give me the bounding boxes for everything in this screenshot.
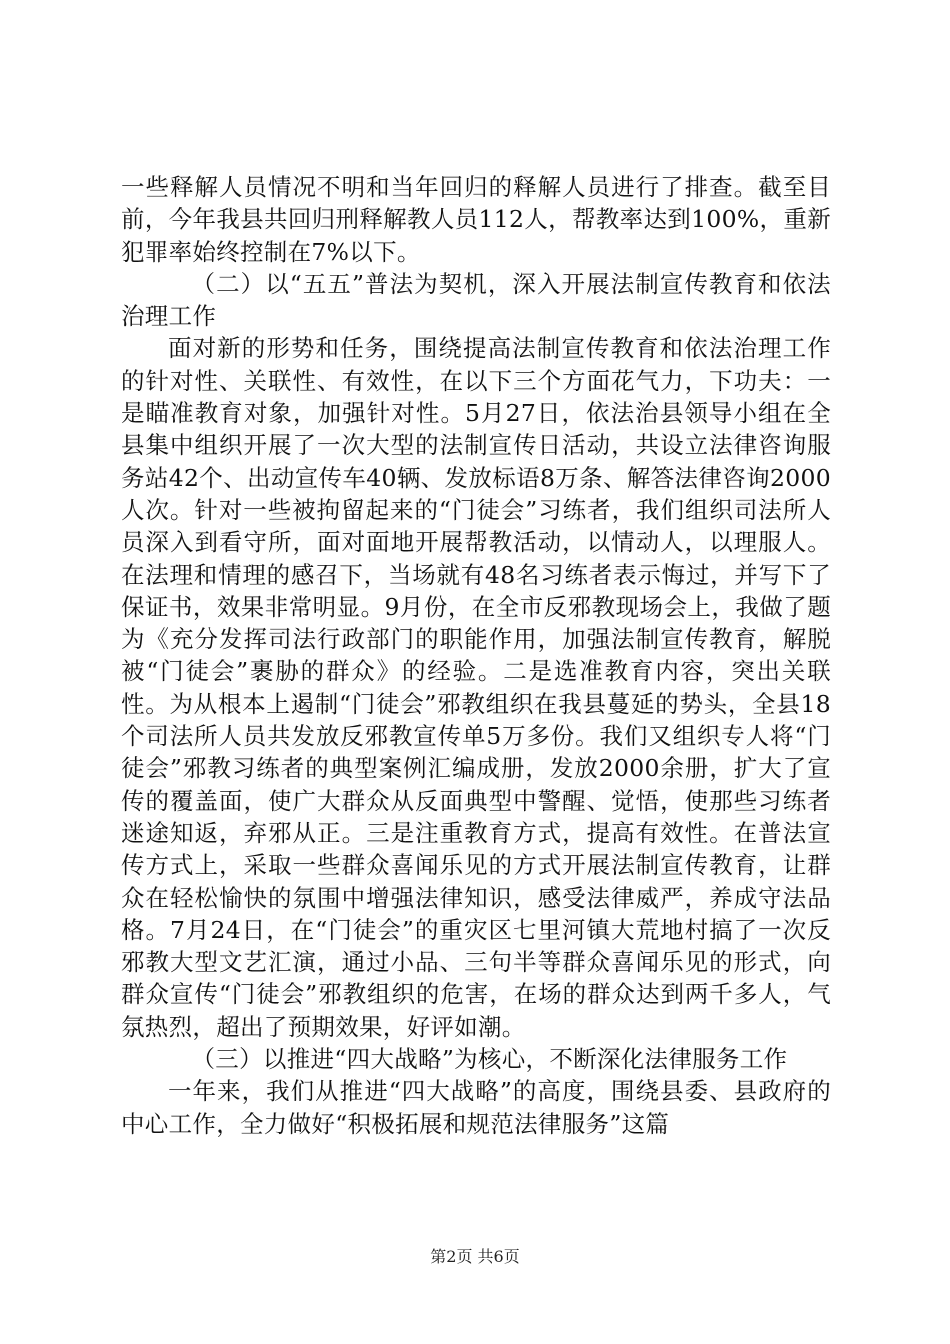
page-footer: 第2页 共6页 [430, 1247, 520, 1266]
paragraph-continuation: 一些释解人员情况不明和当年回归的释解人员进行了排查。截至目前，今年我县共回归刑释解教人员112人，帮教率达到100%，重新犯罪率始终控制在7%以下。 [121, 173, 831, 266]
document-body [121, 171, 831, 1140]
paragraph-legal-services: 一年来，我们从推进“四大战略”的高度，围绕县委、县政府的中心工作，全力做好“积极拓展和规范法律服务”这篇 [121, 1077, 831, 1138]
section-heading-3: （三）以推进“四大战略”为核心，不断深化法律服务工作 [191, 1045, 788, 1074]
paragraph-legal-education: 面对新的形势和任务，围绕提高法制宣传教育和依法治理工作的针对性、关联性、有效性，在以下三个方面花气力，下功夫：一是瞄准教育对象，加强针对性。5月27日，依法治县领导小组在全县集中组织开展了一次大型的法制宣传日活动，共设立法律咨询服务站42个、出动宣传车40辆、发放标语8万条、解答法律咨询2000人次。针对一些被拘留起来的“门徒会”习练者，我们组织司法所人员深入到看守所，面对面地开展帮教活动，以情动人，以理服人。在法理和情理的感召下，当场就有48名习练者表示悔过，并写下了保证书，效果非常明显。9月份，在全市反邪教现场会上，我做了题为《充分发挥司法行政部门的职能作用，加强法制宣传教育，解脱被“门徒会”裹胁的群众》的经验。二是选准教育内容，突出关联性。为从根本上遏制“门徒会”邪教组织在我县蔓延的势头，全县18个司法所人员共发放反邪教宣传单5万多份。我们又组织专人将“门徒会”邪教习练者的典型案例汇编成册，发放2000余册，扩大了宣传的覆盖面，使广大群众从反面典型中警醒、觉悟，使那些习练者迷途知返，弃邪从正。三是注重教育方式，提高有效性。在普法宣传方式上，采取一些群众喜闻乐见的方式开展法制宣传教育，让群众在轻松愉快的氛围中增强法律知识，感受法律威严，养成守法品格。7月24日，在“门徒会”的重灾区七里河镇大荒地村搞了一次反邪教大型文艺汇演，通过小品、三句半等群众喜闻乐见的形式，向群众宣传“门徒会”邪教组织的危害，在场的群众达到两千多人，气氛热烈，超出了预期效果，好评如潮。 [121, 334, 831, 1041]
section-heading-2: （二）以“五五”普法为契机，深入开展法制宣传教育和依法治理工作 [121, 269, 831, 331]
